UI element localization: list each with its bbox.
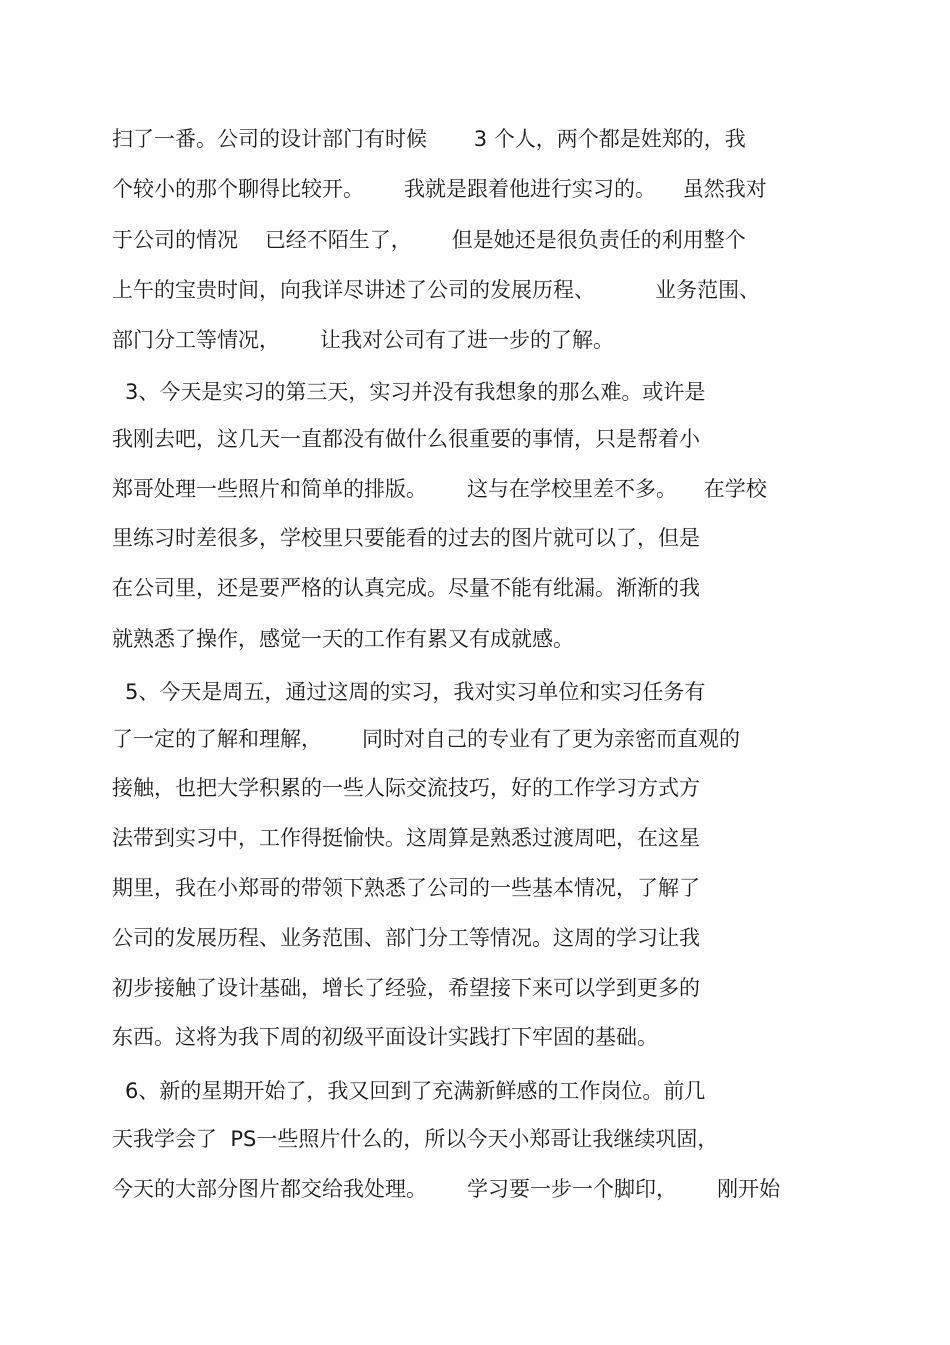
text-line: 在公司里，还是要严格的认真完成。尽量不能有纰漏。渐渐的我 xyxy=(112,576,700,600)
paragraph-start-line: 3、今天是实习的第三天，实习并没有我想象的那么难。或许是 xyxy=(125,380,706,404)
paragraph-start-line: 6、新的星期开始了，我又回到了充满新鲜感的工作岗位。前几 xyxy=(125,1079,706,1103)
text-line: 法带到实习中，工作得挺愉快。这周算是熟悉过渡周吧，在这星 xyxy=(112,826,700,850)
text-line: 初步接触了设计基础，增长了经验，希望接下来可以学到更多的 xyxy=(112,976,700,1000)
text-line: 天我学会了 PS一些照片什么的，所以今天小郑哥让我继续巩固， xyxy=(112,1127,719,1151)
text-line: 于公司的情况 已经不陌生了， 但是她还是很负责任的利用整个 xyxy=(112,228,746,252)
text-line: 里练习时差很多，学校里只要能看的过去的图片就可以了，但是 xyxy=(112,526,700,550)
text-line: 郑哥处理一些照片和简单的排版。 这与在学校里差不多。 在学校 xyxy=(112,477,767,501)
text-line: 个较小的那个聊得比较开。 我就是跟着他进行实习的。 虽然我对 xyxy=(112,177,767,201)
text-line: 上午的宝贵时间，向我详尽讲述了公司的发展历程、 业务范围、 xyxy=(112,278,761,302)
text-line: 东西。这将为我下周的初级平面设计实践打下牢固的基础。 xyxy=(112,1025,658,1049)
text-line: 接触，也把大学积累的一些人际交流技巧，好的工作学习方式方 xyxy=(112,776,700,800)
text-line: 了一定的了解和理解， 同时对自己的专业有了更为亲密而直观的 xyxy=(112,727,741,751)
text-line: 就熟悉了操作，感觉一天的工作有累又有成就感。 xyxy=(112,627,574,651)
text-line: 扫了一番。公司的设计部门有时候 3 个人，两个都是姓郑的，我 xyxy=(112,127,746,151)
paragraph-start-line: 5、今天是周五，通过这周的实习，我对实习单位和实习任务有 xyxy=(125,680,706,704)
text-line: 期里，我在小郑哥的带领下熟悉了公司的一些基本情况，了解了 xyxy=(112,876,700,900)
text-line: 公司的发展历程、业务范围、部门分工等情况。这周的学习让我 xyxy=(112,926,700,950)
text-line: 今天的大部分图片都交给我处理。 学习要一步一个脚印， 刚开始 xyxy=(112,1177,781,1201)
text-line: 部门分工等情况， 让我对公司有了进一步的了解。 xyxy=(112,328,615,352)
text-line: 我刚去吧，这几天一直都没有做什么很重要的事情，只是帮着小 xyxy=(112,427,700,451)
